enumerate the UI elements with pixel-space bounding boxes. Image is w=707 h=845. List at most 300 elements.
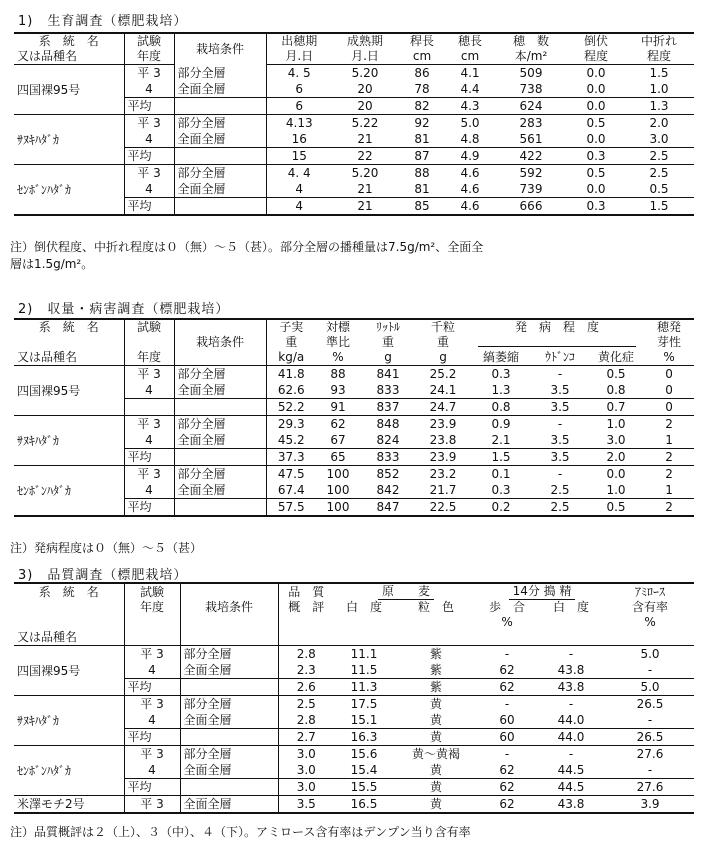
culm-cell: 81 (414, 132, 430, 146)
hdr2-ratio: 対標 (325, 320, 350, 334)
cond-cell: 全面全層 (180, 662, 278, 679)
hdr-lodging: 倒伏 (583, 34, 608, 48)
yield-cell: 62 (499, 663, 515, 677)
amylose-avg: 5.0 (606, 679, 694, 696)
lodging-avg: 0.0 (568, 98, 624, 115)
hdr2-sprout-b: 芽性 (657, 335, 682, 349)
ears-cell: 738 (519, 82, 543, 96)
hdr2-line-name-b: 又は品種名 (14, 350, 124, 366)
cond-cell: 部分全層 (174, 466, 266, 483)
cond-cell: 全面全層 (174, 181, 266, 198)
heading-cell: 4 (266, 181, 332, 198)
d3-cell: 0.0 (606, 467, 626, 481)
avg-cond (174, 98, 266, 115)
color-avg: 黄 (394, 729, 478, 746)
culm-avg: 82 (398, 98, 446, 115)
ears-cell: 283 (519, 116, 543, 130)
quality-cell: 2.8 (278, 712, 334, 729)
hdr2-tkw-c: g (416, 350, 470, 366)
yield-cell: - (504, 697, 510, 711)
sprout-cell: 0 (665, 367, 673, 381)
pwhite-cell: 44.0 (557, 713, 585, 727)
pwhite-avg: 44.0 (536, 729, 606, 746)
ratio-avg: 65 (316, 449, 360, 466)
table-row (14, 65, 694, 82)
year-cell: 平 3 (124, 115, 174, 132)
liter-avg: 833 (360, 449, 416, 466)
section2-title: 2) 収量・病害調査（標肥栽培） (18, 302, 230, 317)
ratio-cell: 67 (330, 433, 346, 447)
grain-avg: 52.2 (266, 399, 316, 416)
avg-cond (174, 499, 266, 517)
avg-label: 平均 (124, 679, 180, 696)
break-avg: 2.5 (624, 148, 694, 165)
cond-cell: 全面全層 (174, 382, 266, 399)
white-cell: 16.5 (334, 796, 394, 814)
year-cell: 4 (124, 432, 174, 449)
hdr2-liter-b: 重 (381, 335, 394, 349)
liter-cell: 848 (376, 417, 400, 431)
ears-cell: 739 (519, 182, 543, 196)
hdr3-whiteness: 白 度 (345, 600, 382, 614)
cond-cell: 全面全層 (174, 81, 266, 98)
yield-disease-table (14, 318, 694, 517)
sprout-cell: 1 (665, 483, 673, 497)
amylose-cell: 26.5 (636, 697, 664, 711)
tkw-cell: 25.2 (429, 367, 457, 381)
ear-avg: 4.3 (446, 98, 494, 115)
d1-cell: 2.1 (491, 433, 511, 447)
hdr2-cond: 栽培条件 (174, 335, 266, 350)
cond-cell: 部分全層 (174, 65, 266, 82)
pwhite-avg: 43.8 (536, 679, 606, 696)
hdr-heading: 出穂期 (266, 33, 332, 49)
d3-cell: 0.5 (606, 367, 626, 381)
table-row (14, 466, 694, 483)
color-cell: 黄〜黄褐 (412, 747, 461, 761)
ear-cell: 4.6 (460, 182, 480, 196)
avg-label: 平均 (124, 449, 174, 466)
heading-cell: 4. 4 (266, 165, 332, 182)
hdr3-year-b: 年度 (124, 600, 180, 615)
hdr3-line-name: 系 統 名 (38, 584, 99, 599)
white-cell: 15.4 (350, 763, 378, 777)
ears-cell: 561 (519, 132, 543, 146)
lodging-cell: 0.0 (586, 182, 606, 196)
avg-label: 平均 (124, 499, 174, 517)
culm-avg: 85 (398, 198, 446, 216)
avg-cond (180, 779, 278, 796)
year-cell: 平 3 (124, 746, 180, 763)
d3-cell: 1.0 (606, 483, 626, 497)
lodging-cell: 0.0 (586, 66, 606, 80)
grain-cell: 47.5 (266, 466, 316, 483)
quality-avg: 3.0 (278, 779, 334, 796)
avg-label: 平均 (124, 98, 174, 115)
ear-avg: 4.9 (446, 148, 494, 165)
hdr3-pct: % (501, 615, 513, 629)
maturity-cell: 21 (357, 182, 373, 196)
break-cell: 2.5 (649, 166, 669, 180)
hdr-break: 中折れ (640, 34, 677, 48)
avg-label: 平均 (124, 198, 174, 216)
cond-cell: 部分全層 (174, 115, 266, 132)
section2-note: 注）発病程度は０（無）〜５（甚） (10, 541, 203, 555)
section1-note-line2: 層は1.5g/m²。 (10, 257, 94, 271)
section1-note-line1: 注）倒伏程度、中折れ程度は０（無）〜５（甚）。部分全層の播種量は7.5g/m²、全面全 (10, 240, 484, 254)
year-cell: 4 (124, 762, 180, 779)
hdr2-sprout-c: % (644, 350, 694, 366)
tkw-cell: 23.2 (429, 467, 457, 481)
hdr2-ratio-b: 準比 (325, 335, 350, 349)
cond-cell: 全面全層 (174, 432, 266, 449)
line-name: 四国裸95号 (14, 65, 124, 115)
sprout-cell: 1 (665, 433, 673, 447)
color-cell: 紫 (430, 663, 443, 677)
sprout-avg: 2 (644, 449, 694, 466)
sprout-cell: 2 (665, 467, 673, 481)
white-cell: 11.1 (350, 647, 378, 661)
grain-cell: 29.3 (266, 416, 316, 433)
table-row (14, 696, 694, 713)
cond-cell: 部分全層 (174, 366, 266, 383)
year-cell: 平 3 (124, 65, 174, 82)
heading-avg: 4 (266, 198, 332, 216)
d1-cell: 0.1 (491, 467, 511, 481)
liter-cell: 842 (376, 483, 400, 497)
hdr-heading-b: 月.日 (266, 49, 332, 65)
maturity-avg: 21 (332, 198, 398, 216)
heading-cell: 16 (266, 131, 332, 148)
ratio-avg: 91 (316, 399, 360, 416)
d1-avg: 1.5 (470, 449, 532, 466)
year-cell: 平 3 (124, 466, 174, 483)
d2-cell: 3.5 (550, 433, 570, 447)
maturity-avg: 22 (332, 148, 398, 165)
color-avg: 黄 (394, 779, 478, 796)
quality-avg: 2.7 (278, 729, 334, 746)
d1-avg: 0.8 (470, 399, 532, 416)
color-cell: 黄 (430, 697, 443, 711)
hdr3-amylose-c: % (644, 615, 656, 629)
hdr3-raw: 原 麦 (378, 584, 434, 600)
quality-cell: 2.3 (278, 662, 334, 679)
culm-cell: 78 (414, 82, 430, 96)
d1-cell: 1.3 (491, 383, 511, 397)
color-cell: 黄 (430, 713, 443, 727)
tkw-cell: 23.9 (429, 417, 457, 431)
break-cell: 2.0 (649, 116, 669, 130)
table-row-extra (14, 796, 694, 814)
sprout-avg: 0 (644, 399, 694, 416)
d3-cell: 3.0 (606, 433, 626, 447)
hdr-ear: 穂長 (457, 34, 482, 48)
year-cell: 平 3 (124, 696, 180, 713)
pwhite-cell: - (568, 747, 574, 761)
heading-avg: 6 (266, 98, 332, 115)
ears-avg: 666 (494, 198, 568, 216)
hdr-ears: 穂 数 (512, 34, 549, 48)
avg-cond (174, 148, 266, 165)
year-cell: 4 (124, 131, 174, 148)
amylose-cell: - (647, 713, 653, 727)
line-name: 四国裸95号 (14, 646, 124, 696)
grain-avg: 57.5 (266, 499, 316, 517)
hdr3-quality: 品 質 (278, 583, 334, 600)
quality-avg: 2.6 (278, 679, 334, 696)
line-name: ｾﾝﾎﾞﾝﾊﾀﾞｶ (14, 746, 124, 796)
cond-cell: 全面全層 (180, 796, 278, 814)
yield-cell: 62 (499, 763, 515, 777)
culm-avg: 87 (398, 148, 446, 165)
ratio-cell: 100 (326, 467, 350, 481)
maturity-cell: 5.20 (351, 66, 379, 80)
year-cell: 平 3 (124, 796, 180, 814)
cond-cell: 全面全層 (180, 762, 278, 779)
hdr-ears-b: 本/m² (494, 49, 568, 65)
hdr3-cond: 栽培条件 (180, 600, 278, 615)
sprout-cell: 2 (665, 417, 673, 431)
yield-cell: 62 (478, 796, 536, 814)
avg-label: 平均 (124, 729, 180, 746)
ear-cell: 4.1 (460, 66, 480, 80)
lodging-cell: 0.5 (586, 166, 606, 180)
quality-cell: 3.5 (278, 796, 334, 814)
hdr2-grain: 子実 (266, 319, 316, 335)
pwhite-cell: 43.8 (557, 663, 585, 677)
ears-cell: 509 (519, 66, 543, 80)
color-avg: 紫 (394, 679, 478, 696)
table-row (14, 746, 694, 763)
d2-cell: 2.5 (550, 483, 570, 497)
amylose-cell: 5.0 (640, 647, 660, 661)
break-cell: 1.0 (649, 82, 669, 96)
white-avg: 11.3 (334, 679, 394, 696)
ear-cell: 4.4 (460, 82, 480, 96)
maturity-cell: 5.20 (351, 166, 379, 180)
year-cell: 4 (124, 181, 174, 198)
maturity-cell: 20 (357, 82, 373, 96)
white-cell: 15.6 (350, 747, 378, 761)
hdr2-liter: ﾘｯﾄﾙ (375, 320, 400, 334)
color-cell: 紫 (430, 647, 443, 661)
year-cell: 4 (124, 382, 174, 399)
hdr-break-b: 程度 (624, 49, 694, 65)
hdr3-quality-b: 概 評 (278, 600, 334, 615)
year-cell: 4 (124, 712, 180, 729)
hdr-ear-b: cm (446, 49, 494, 65)
year-cell: 平 3 (124, 366, 174, 383)
white-cell: 15.1 (350, 713, 378, 727)
d1-cell: 0.3 (491, 367, 511, 381)
hdr3-pwhite: 白 度 (553, 600, 590, 614)
hdr2-liter-c: g (360, 350, 416, 366)
ratio-cell: 93 (330, 383, 346, 397)
liter-avg: 837 (360, 399, 416, 416)
hdr2-d3: 黄化症 (588, 350, 644, 366)
ratio-cell: 88 (330, 367, 346, 381)
cond-cell: 全面全層 (174, 131, 266, 148)
year-cell: 平 3 (124, 646, 180, 663)
ears-cell: 592 (519, 166, 543, 180)
hdr-line-name-b: 又は品種名 (14, 49, 124, 65)
hdr3-color: 粒 色 (418, 600, 455, 614)
hdr2-d1: 縞萎縮 (470, 350, 532, 366)
maturity-cell: 21 (357, 132, 373, 146)
section3-title: 3) 品質調査（標肥栽培） (18, 568, 188, 583)
grain-avg: 37.3 (266, 449, 316, 466)
heading-cell: 4.13 (266, 115, 332, 132)
line-name: ｻﾇｷﾊﾀﾞｶ (14, 115, 124, 165)
hdr-line-name: 系 統 名 (38, 34, 99, 48)
hdr-maturity: 成熟期 (346, 34, 383, 48)
liter-cell: 833 (376, 383, 400, 397)
hdr2-year: 試験 (124, 319, 174, 335)
quality-cell: 3.0 (278, 762, 334, 779)
hdr2-tkw: 千粒 (430, 320, 455, 334)
d3-avg: 0.7 (588, 399, 644, 416)
hdr3-line-name-b: 又は品種名 (14, 630, 124, 646)
ear-cell: 4.6 (460, 166, 480, 180)
year-cell: 4 (124, 482, 174, 499)
hdr2-year-b: 年度 (124, 350, 174, 366)
lodging-avg: 0.3 (568, 148, 624, 165)
white-cell: 17.5 (350, 697, 378, 711)
avg-cond (174, 198, 266, 216)
d3-avg: 2.0 (588, 449, 644, 466)
tkw-avg: 22.5 (416, 499, 470, 517)
hdr-maturity-b: 月.日 (332, 49, 398, 65)
amylose-cell: 3.9 (606, 796, 694, 814)
line-name: ｾﾝﾎﾞﾝﾊﾀﾞｶ (14, 165, 124, 216)
liter-cell: 841 (376, 367, 400, 381)
quality-cell: 2.8 (278, 646, 334, 663)
section1-title: 1) 生育調査（標肥栽培） (18, 14, 188, 29)
avg-cond (174, 449, 266, 466)
avg-label: 平均 (124, 779, 180, 796)
pwhite-avg: 44.5 (536, 779, 606, 796)
break-cell: 3.0 (649, 132, 669, 146)
table-row (14, 416, 694, 433)
yield-cell: 60 (499, 713, 515, 727)
grain-cell: 41.8 (266, 366, 316, 383)
hdr2-sprout: 穂発 (657, 320, 682, 334)
hdr2-tkw-b: 重 (436, 335, 449, 349)
color-cell: 黄 (394, 796, 478, 814)
year-cell: 平 3 (124, 165, 174, 182)
heading-cell: 4. 5 (266, 65, 332, 82)
line-name: ｻﾇｷﾊﾀﾞｶ (14, 416, 124, 466)
pwhite-cell: 43.8 (536, 796, 606, 814)
hdr3-amylose-b: 含有率 (632, 600, 669, 614)
break-avg: 1.3 (624, 98, 694, 115)
table-row (14, 165, 694, 182)
heading-avg: 15 (266, 148, 332, 165)
grain-cell: 45.2 (266, 432, 316, 449)
yield-avg: 62 (478, 779, 536, 796)
break-avg: 1.5 (624, 198, 694, 216)
avg-cond (180, 679, 278, 696)
pwhite-cell: - (568, 647, 574, 661)
ratio-cell: 100 (326, 483, 350, 497)
lodging-avg: 0.3 (568, 198, 624, 216)
sprout-cell: 0 (665, 383, 673, 397)
culm-cell: 86 (414, 66, 430, 80)
d3-cell: 0.8 (606, 383, 626, 397)
ear-cell: 5.0 (460, 116, 480, 130)
grain-cell: 67.4 (266, 482, 316, 499)
ears-avg: 624 (494, 98, 568, 115)
avg-label: 平均 (124, 148, 174, 165)
liter-avg: 847 (360, 499, 416, 517)
hdr3-year: 試験 (124, 583, 180, 600)
ratio-cell: 62 (330, 417, 346, 431)
color-cell: 黄 (430, 763, 443, 777)
quality-cell: 2.5 (278, 696, 334, 713)
tkw-cell: 23.8 (429, 433, 457, 447)
growth-table (14, 32, 694, 216)
white-avg: 15.5 (334, 779, 394, 796)
hdr2-line-name: 系 統 名 (38, 320, 99, 334)
hdr2-d2: ｳﾄﾞﾝｺ (532, 350, 588, 366)
maturity-cell: 5.22 (351, 116, 379, 130)
d1-cell: 0.9 (491, 417, 511, 431)
d2-avg: 3.5 (532, 399, 588, 416)
white-avg: 16.3 (334, 729, 394, 746)
ratio-avg: 100 (316, 499, 360, 517)
avg-label (124, 399, 174, 416)
ear-avg: 4.6 (446, 198, 494, 216)
liter-cell: 852 (376, 467, 400, 481)
section3-note: 注）品質概評は２（上）、３（中）、４（下）。アミロース含有率はデンプン当り含有率 (10, 825, 471, 839)
hdr-lodging-b: 程度 (568, 49, 624, 65)
line-name: 米澤モチ2号 (14, 796, 124, 814)
hdr-year: 試験 (124, 33, 174, 49)
quality-cell: 3.0 (278, 746, 334, 763)
tkw-cell: 24.1 (429, 383, 457, 397)
pwhite-cell: 44.5 (557, 763, 585, 777)
table-row (14, 366, 694, 383)
tkw-avg: 23.9 (416, 449, 470, 466)
lodging-cell: 0.0 (586, 82, 606, 96)
d3-cell: 1.0 (606, 417, 626, 431)
culm-cell: 88 (414, 166, 430, 180)
heading-cell: 6 (266, 81, 332, 98)
cond-cell: 部分全層 (174, 165, 266, 182)
cond-cell: 部分全層 (174, 416, 266, 433)
d2-cell: - (557, 467, 563, 481)
cond-cell: 部分全層 (180, 746, 278, 763)
d3-avg: 0.5 (588, 499, 644, 517)
quality-table (14, 582, 694, 814)
liter-cell: 824 (376, 433, 400, 447)
lodging-cell: 0.0 (586, 132, 606, 146)
pwhite-cell: - (568, 697, 574, 711)
section1-note (10, 239, 700, 273)
line-name: 四国裸95号 (14, 366, 124, 416)
table-row (14, 115, 694, 132)
d2-avg: 2.5 (532, 499, 588, 517)
yield-cell: - (504, 647, 510, 661)
sprout-avg: 2 (644, 499, 694, 517)
tkw-cell: 21.7 (429, 483, 457, 497)
yield-avg: 62 (478, 679, 536, 696)
hdr-year-b: 年度 (124, 49, 174, 65)
hdr3-polish: 14分 搗 精 (509, 584, 576, 600)
tkw-avg: 24.7 (416, 399, 470, 416)
d1-cell: 0.3 (491, 483, 511, 497)
amylose-cell: - (647, 663, 653, 677)
